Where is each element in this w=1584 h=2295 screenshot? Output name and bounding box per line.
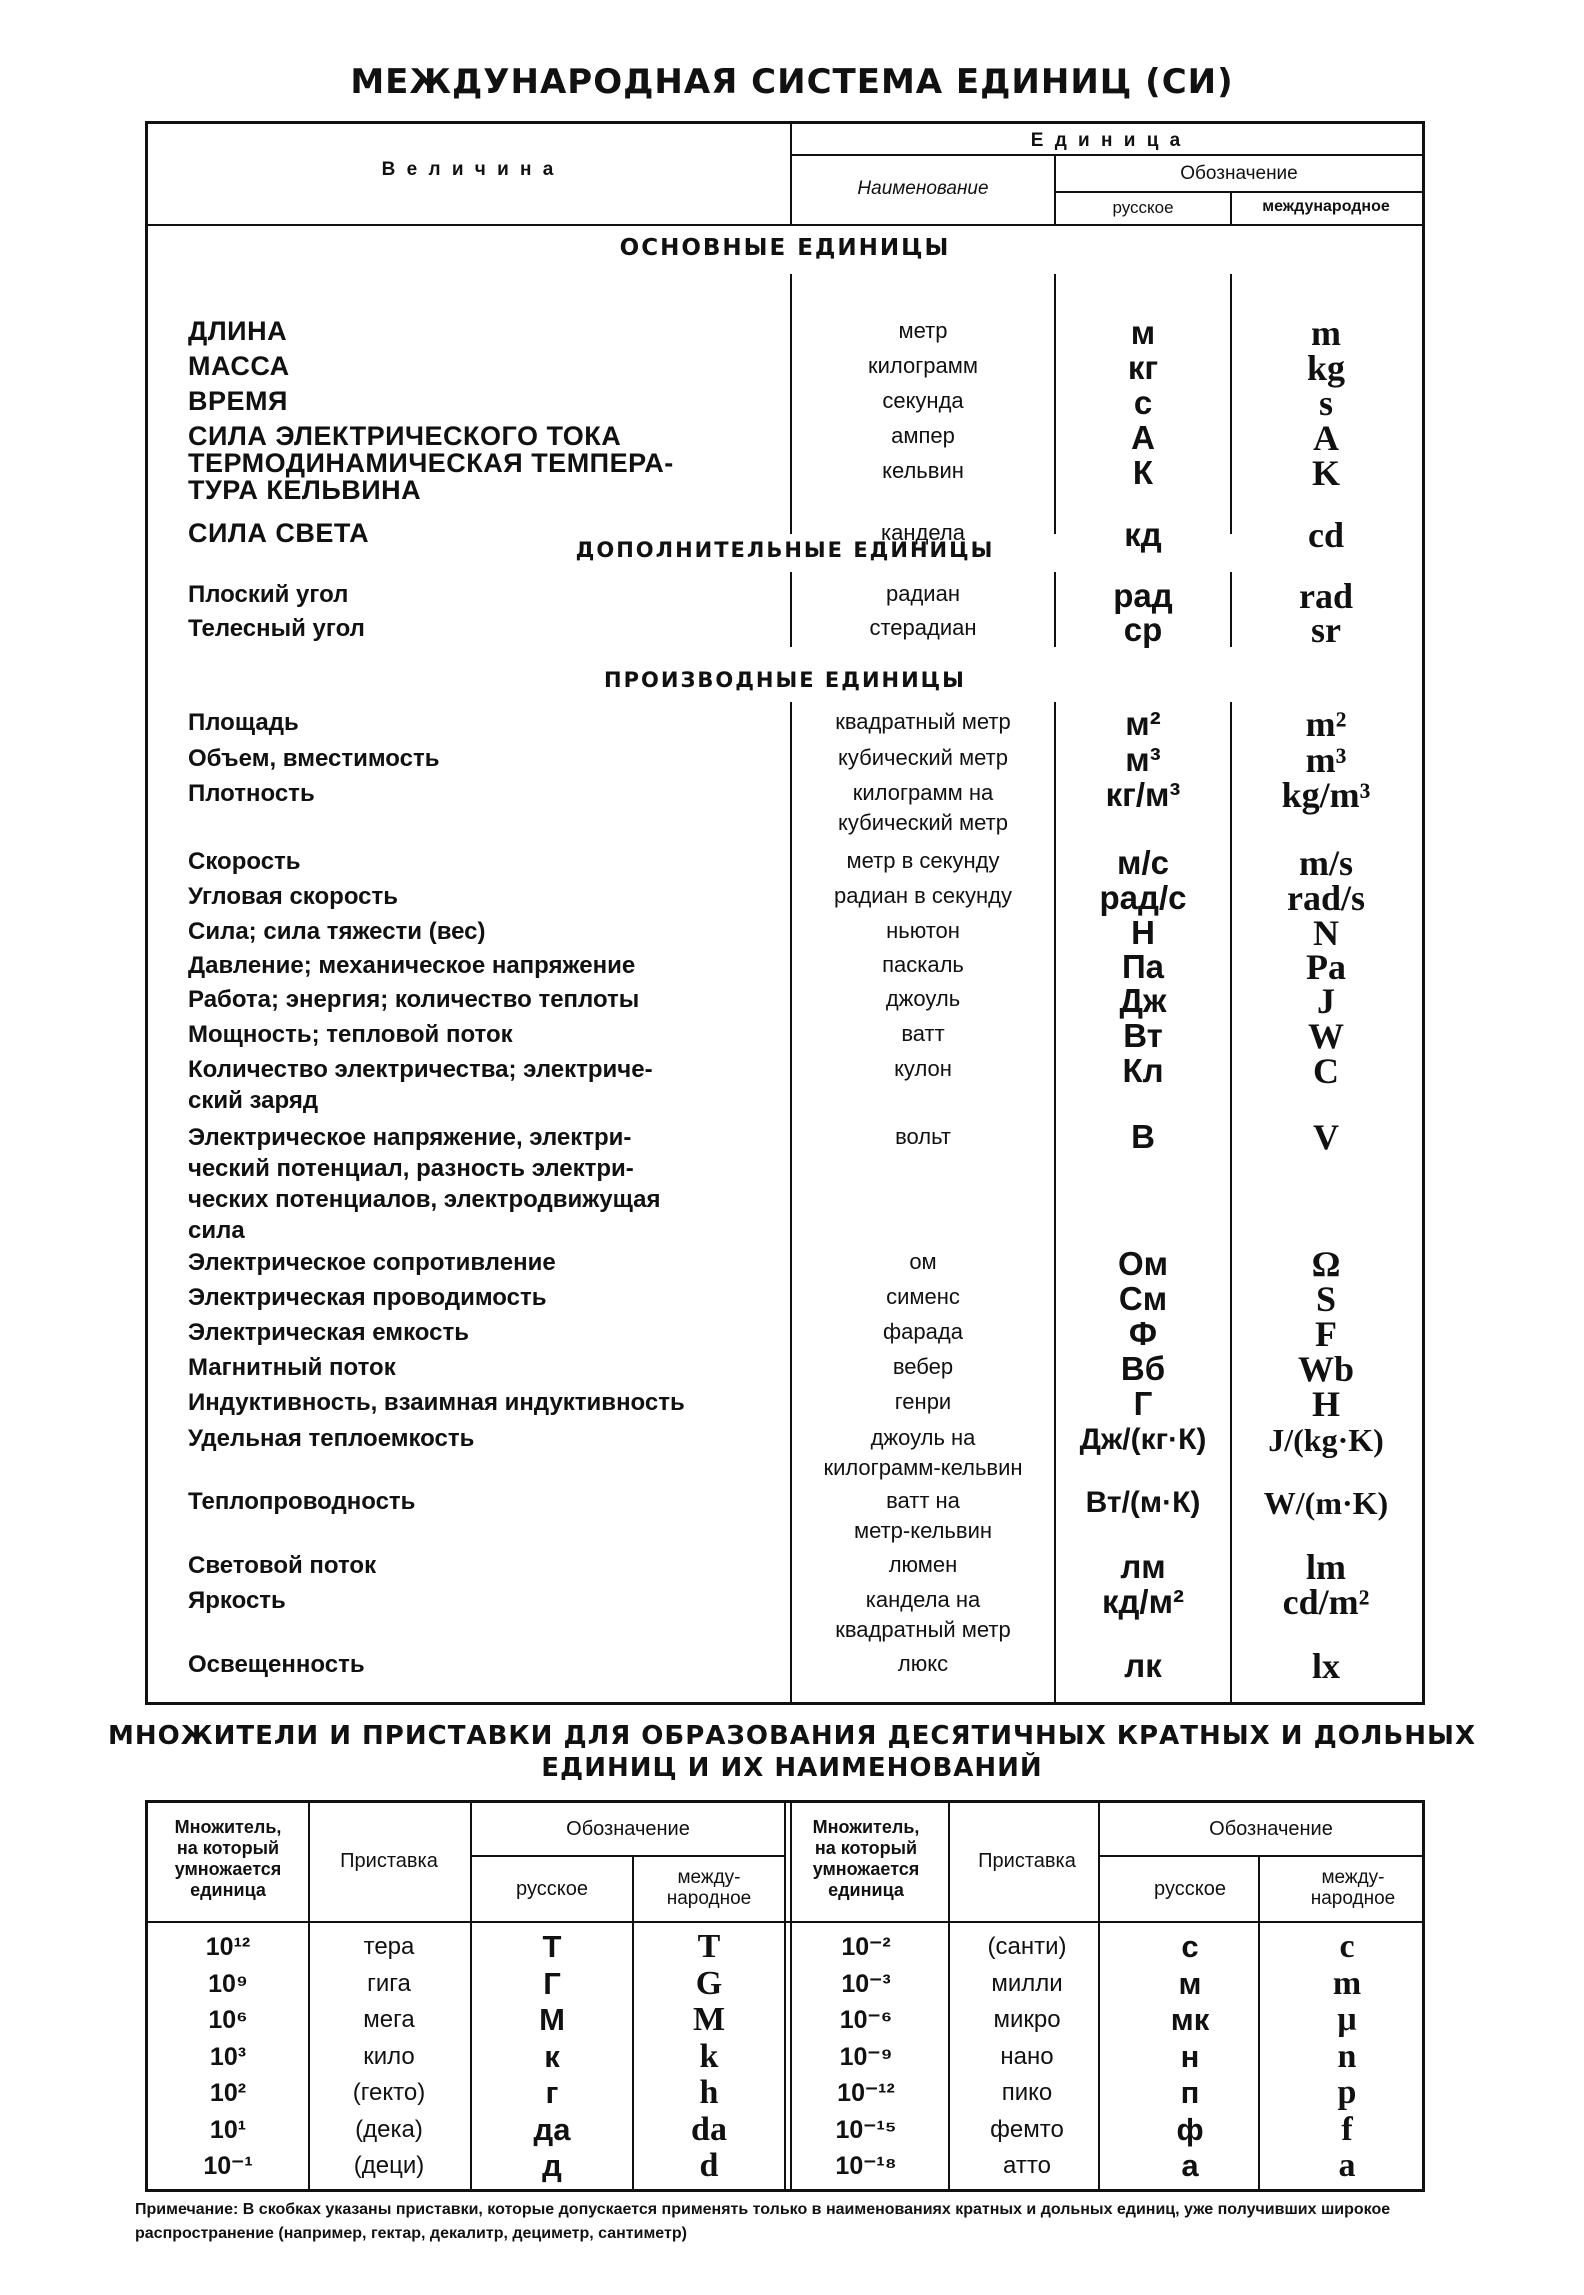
header-russian: русское <box>1112 198 1174 217</box>
multiplier-cell: 10⁶ <box>208 2006 248 2034</box>
russian-symbol-cell: м³ <box>1125 741 1161 778</box>
prefix-row <box>148 2112 1422 2148</box>
international-symbol-cell: lm <box>1306 1547 1346 1587</box>
prefix-russian-cell: ф <box>1176 2111 1204 2147</box>
prefix-header-designation: Обозначение <box>1209 1818 1333 1840</box>
multiplier-cell: 10⁻¹² <box>837 2079 895 2107</box>
russian-symbol-cell: Вб <box>1120 1350 1166 1387</box>
unit-name-cell: фарада <box>883 1319 963 1344</box>
prefix-row <box>148 1966 1422 2002</box>
quantity-cell: Давление; механическое напряжение <box>188 952 636 979</box>
russian-symbol-cell: Дж <box>1119 982 1167 1019</box>
prefix-header-multiplier: Множитель, на который умножается единица <box>174 1817 282 1900</box>
prefix-russian-cell: М <box>539 2002 565 2037</box>
russian-symbol-cell: рад/с <box>1099 879 1187 916</box>
international-symbol-cell: rad/s <box>1286 878 1365 918</box>
multiplier-cell: 10⁻¹ <box>203 2152 253 2180</box>
section-supplementary: ДОПОЛНИТЕЛЬНЫЕ ЕДИНИЦЫ <box>575 538 995 562</box>
prefix-header-international: между- народное <box>1310 1867 1396 1909</box>
international-symbol-cell: kg <box>1306 348 1346 388</box>
unit-name-cell: люкс <box>897 1651 949 1676</box>
russian-symbol-cell: См <box>1118 1280 1168 1317</box>
prefix-russian-cell: д <box>542 2148 562 2183</box>
prefix-russian-cell: с <box>1181 1929 1199 1964</box>
quantity-cell: СИЛА СВЕТА <box>188 518 370 548</box>
prefix-cell: пико <box>1001 2079 1053 2106</box>
international-symbol-cell: W/(m·K) <box>1263 1485 1389 1521</box>
prefix-row <box>148 1929 1422 1965</box>
section-derived: ПРОИЗВОДНЫЕ ЕДИНИЦЫ <box>604 668 966 692</box>
unit-name-cell: вольт <box>895 1124 951 1149</box>
prefix-russian-cell: да <box>533 2111 571 2147</box>
international-symbol-cell: lx <box>1311 1646 1340 1686</box>
prefix-row <box>148 2039 1422 2075</box>
prefix-cell: милли <box>991 1969 1063 1997</box>
international-symbol-cell: J/(kg·K) <box>1268 1422 1384 1458</box>
unit-name-cell: радиан <box>886 581 960 606</box>
prefix-cell: (дека) <box>355 2115 423 2143</box>
prefix-international-cell: a <box>1338 2147 1356 2184</box>
international-symbol-cell: cd <box>1308 515 1344 555</box>
quantity-cell: Плотность <box>188 780 315 807</box>
prefix-international-cell: m <box>1332 1964 1362 2002</box>
prefix-head-line <box>148 1921 1422 1923</box>
prefix-header-prefix: Приставка <box>978 1850 1076 1872</box>
russian-symbol-cell: м² <box>1125 705 1161 742</box>
header-divider-b <box>1054 154 1056 224</box>
prefix-international-cell: T <box>697 1928 721 1965</box>
quantity-cell: ДЛИНА <box>188 316 288 346</box>
unit-name-cell: вебер <box>892 1354 954 1379</box>
russian-symbol-cell: Вт <box>1123 1017 1163 1054</box>
russian-symbol-cell: Ом <box>1117 1245 1169 1282</box>
russian-symbol-cell: Н <box>1131 914 1155 951</box>
unit-name-cell: метр в секунду <box>846 848 1000 873</box>
international-symbol-cell: F <box>1315 1314 1337 1354</box>
unit-name-cell: килограмм <box>868 353 978 378</box>
prefix-international-cell: μ <box>1337 2001 1357 2038</box>
header-unit: Е д и н и ц а <box>1030 130 1184 151</box>
international-symbol-cell: s <box>1318 383 1333 423</box>
unit-name-cell: кандела на квадратный метр <box>835 1587 1011 1642</box>
russian-symbol-cell: кг/м³ <box>1105 776 1181 813</box>
prefix-cell: гига <box>367 1969 411 1997</box>
multiplier-cell: 10¹² <box>205 1933 251 1961</box>
international-symbol-cell: A <box>1313 418 1339 458</box>
quantity-cell: Телесный угол <box>188 615 365 642</box>
international-symbol-cell: C <box>1313 1051 1339 1091</box>
russian-symbol-cell: рад <box>1113 577 1173 614</box>
prefix-head-line <box>470 1855 784 1857</box>
prefix-international-cell: da <box>691 2110 727 2148</box>
russian-symbol-cell: А <box>1131 419 1155 456</box>
russian-symbol-cell: Па <box>1121 948 1165 985</box>
unit-name-cell: джоуль <box>885 986 961 1011</box>
quantity-cell: Электрическое напряжение, электри- ческий потенциал, разность электри- ческих потенциалов, электродвижущая сила <box>188 1124 661 1244</box>
unit-name-cell: метр <box>898 318 948 343</box>
multiplier-cell: 10⁻² <box>841 1933 891 1961</box>
unit-name-cell: кубический метр <box>838 745 1008 770</box>
multiplier-cell: 10⁻¹⁵ <box>835 2115 897 2144</box>
prefix-international-cell: k <box>699 2037 719 2075</box>
unit-name-cell: джоуль на килограмм-кельвин <box>823 1425 1023 1480</box>
prefix-russian-cell: м <box>1178 1965 1202 2001</box>
unit-name-cell: квадратный метр <box>835 709 1011 734</box>
header-international: международное <box>1262 198 1390 215</box>
russian-symbol-cell: кд/м² <box>1101 1583 1185 1620</box>
prefix-header-multiplier: Множитель, на который умножается единица <box>812 1817 920 1900</box>
international-symbol-cell: N <box>1313 913 1339 953</box>
russian-symbol-cell: лм <box>1120 1548 1166 1585</box>
quantity-cell: Индуктивность, взаимная индуктивность <box>188 1389 685 1416</box>
unit-name-cell: паскаль <box>882 952 964 977</box>
prefix-header-prefix: Приставка <box>340 1850 438 1872</box>
russian-symbol-cell: Дж/(кг·К) <box>1079 1423 1207 1456</box>
prefix-cell: (санти) <box>987 1933 1067 1960</box>
prefix-cell: кило <box>363 2042 415 2070</box>
unit-name-cell: люмен <box>888 1552 958 1577</box>
prefix-international-cell: h <box>699 2074 719 2111</box>
international-symbol-cell: kg/m³ <box>1281 775 1371 815</box>
quantity-cell: Освещенность <box>188 1651 365 1678</box>
prefix-international-cell: f <box>1341 2110 1353 2148</box>
quantity-cell: Световой поток <box>188 1552 377 1579</box>
russian-symbol-cell: кд <box>1124 516 1162 553</box>
russian-symbol-cell: Г <box>1133 1385 1153 1422</box>
quantity-cell: Скорость <box>188 848 301 875</box>
prefix-cell: мега <box>363 2006 415 2033</box>
quantity-cell: Электрическая проводимость <box>188 1284 547 1311</box>
quantity-cell: Объем, вместимость <box>188 745 440 772</box>
unit-name-cell: кельвин <box>882 458 964 483</box>
prefix-cell: микро <box>993 2006 1061 2033</box>
international-symbol-cell: m³ <box>1305 740 1347 780</box>
international-symbol-cell: sr <box>1311 610 1341 650</box>
prefix-title-line: МНОЖИТЕЛИ И ПРИСТАВКИ ДЛЯ ОБРАЗОВАНИЯ ДЕСЯТИЧНЫХ КРАТНЫХ И ДОЛЬНЫХ ЕДИНИЦ И ИХ НАИМЕНОВАНИЙ <box>108 1721 1476 1783</box>
prefix-table <box>145 1800 1425 2192</box>
prefix-international-cell: n <box>1337 2037 1357 2075</box>
si-units-table <box>145 121 1425 1705</box>
prefix-cell: атто <box>1003 2152 1051 2179</box>
quantity-cell: Магнитный поток <box>188 1354 396 1381</box>
international-symbol-cell: cd/m² <box>1282 1582 1370 1622</box>
russian-symbol-cell: с <box>1133 384 1153 421</box>
prefix-russian-cell: н <box>1180 2038 1200 2074</box>
prefix-russian-cell: а <box>1181 2148 1199 2183</box>
international-symbol-cell: m² <box>1305 704 1347 744</box>
unit-name-cell: ватт на метр-кельвин <box>853 1488 993 1543</box>
prefix-header-russian: русское <box>1154 1878 1226 1900</box>
multiplier-cell: 10⁻⁶ <box>839 2006 893 2034</box>
unit-name-cell: кулон <box>894 1056 952 1081</box>
section-base: ОСНОВНЫЕ ЕДИНИЦЫ <box>619 235 951 261</box>
multiplier-cell: 10¹ <box>209 2115 247 2144</box>
prefix-russian-cell: Г <box>543 1965 561 2001</box>
international-symbol-cell: m/s <box>1299 843 1353 883</box>
international-symbol-cell: Wb <box>1297 1349 1355 1389</box>
unit-name-cell: генри <box>894 1389 952 1414</box>
unit-name-cell: радиан в секунду <box>834 883 1012 908</box>
multiplier-cell: 10² <box>209 2079 247 2107</box>
russian-symbol-cell: кг <box>1127 349 1159 386</box>
footnote: Примечание: В скобках указаны приставки, которые допускается применять только в наименованиях кратных и дольных единиц, уже получивших широкое распространение (например, гектар, декалитр, дециметр, сантиметр) <box>135 2201 1391 2242</box>
quantity-cell: Удельная теплоемкость <box>188 1425 475 1452</box>
multiplier-cell: 10³ <box>209 2042 247 2071</box>
unit-name-cell: сименс <box>886 1284 960 1309</box>
russian-symbol-cell: лк <box>1124 1647 1162 1684</box>
quantity-cell: ТЕРМОДИНАМИЧЕСКАЯ ТЕМПЕРА- ТУРА КЕЛЬВИНА <box>188 448 674 505</box>
prefix-cell: нано <box>1000 2042 1054 2070</box>
quantity-cell: Работа; энергия; количество теплоты <box>188 986 640 1013</box>
russian-symbol-cell: В <box>1131 1118 1155 1155</box>
quantity-cell: СИЛА ЭЛЕКТРИЧЕСКОГО ТОКА <box>188 421 622 451</box>
header-designation: Обозначение <box>1180 163 1298 184</box>
prefix-international-cell: M <box>692 2001 726 2038</box>
quantity-cell: Яркость <box>188 1587 286 1614</box>
multiplier-cell: 10⁻⁹ <box>839 2042 893 2071</box>
international-symbol-cell: K <box>1311 453 1340 493</box>
prefix-row <box>148 2002 1422 2038</box>
quantity-cell: Количество электричества; электриче- ский заряд <box>188 1056 653 1114</box>
unit-name-cell: секунда <box>882 388 964 413</box>
quantity-cell: Мощность; тепловой поток <box>188 1021 513 1048</box>
quantity-cell: Сила; сила тяжести (вес) <box>188 918 486 945</box>
prefix-cell: фемто <box>990 2115 1064 2143</box>
prefix-russian-cell: мк <box>1170 2002 1210 2037</box>
prefix-russian-cell: Т <box>542 1929 562 1964</box>
international-symbol-cell: rad <box>1299 576 1353 616</box>
unit-name-cell: ватт <box>901 1021 945 1046</box>
header-name: Наименование <box>857 178 989 199</box>
quantity-cell: ВРЕМЯ <box>188 386 288 416</box>
quantity-cell: Электрическое сопротивление <box>188 1249 556 1276</box>
prefix-international-cell: d <box>699 2147 719 2184</box>
quantity-cell: Теплопроводность <box>188 1488 416 1515</box>
header-line-1 <box>792 154 1422 156</box>
unit-name-cell: ньютон <box>886 918 960 943</box>
international-symbol-cell: Ω <box>1311 1244 1341 1284</box>
unit-name-cell: кандела <box>881 520 965 545</box>
quantity-cell: МАССА <box>188 351 290 381</box>
quantity-cell: Площадь <box>188 709 299 736</box>
russian-symbol-cell: К <box>1132 454 1154 491</box>
international-symbol-cell: H <box>1311 1384 1340 1424</box>
international-symbol-cell: S <box>1315 1279 1337 1319</box>
prefix-row <box>148 2148 1422 2184</box>
header-divider-a <box>790 124 792 224</box>
prefix-russian-cell: к <box>544 2038 560 2074</box>
prefix-header-designation: Обозначение <box>566 1818 690 1840</box>
international-symbol-cell: J <box>1317 981 1335 1021</box>
international-symbol-cell: m <box>1311 313 1341 353</box>
russian-symbol-cell: ср <box>1123 611 1163 648</box>
prefix-header-russian: русское <box>516 1878 588 1900</box>
multiplier-cell: 10⁻¹⁸ <box>835 2152 897 2180</box>
prefix-table-title <box>0 1720 1584 1784</box>
unit-name-cell: ампер <box>891 423 955 448</box>
quantity-cell: Плоский угол <box>188 581 349 608</box>
international-symbol-cell: W <box>1308 1016 1344 1056</box>
prefix-cell: (гекто) <box>352 2079 426 2106</box>
multiplier-cell: 10⁹ <box>208 1969 248 1998</box>
russian-symbol-cell: Ф <box>1128 1315 1158 1352</box>
header-divider-c <box>1230 191 1232 224</box>
russian-symbol-cell: Кл <box>1122 1052 1164 1089</box>
prefix-international-cell: p <box>1337 2074 1357 2111</box>
quantity-cell: Угловая скорость <box>188 883 399 910</box>
header-line-2 <box>1056 191 1422 193</box>
prefix-international-cell: G <box>695 1964 723 2002</box>
unit-name-cell: ом <box>909 1249 937 1274</box>
prefix-row <box>148 2075 1422 2111</box>
prefix-cell: (деци) <box>353 2152 425 2179</box>
prefix-head-line <box>1098 1855 1422 1857</box>
prefix-international-cell: c <box>1339 1928 1355 1965</box>
header-line-3 <box>148 224 1422 226</box>
prefix-cell: тера <box>363 1933 415 1960</box>
unit-name-cell: стерадиан <box>869 615 977 640</box>
multiplier-cell: 10⁻³ <box>841 1969 891 1998</box>
prefix-russian-cell: г <box>545 2075 559 2110</box>
russian-symbol-cell: Вт/(м·К) <box>1085 1486 1201 1519</box>
russian-symbol-cell: м <box>1130 314 1156 351</box>
unit-name-cell: килограмм на кубический метр <box>838 780 1008 835</box>
international-symbol-cell: Pa <box>1306 947 1346 987</box>
quantity-cell: Электрическая емкость <box>188 1319 469 1346</box>
prefix-header-international: между- народное <box>666 1867 752 1909</box>
russian-symbol-cell: м/с <box>1117 844 1169 881</box>
header-quantity: В е л и ч и н а <box>381 159 557 180</box>
international-symbol-cell: V <box>1313 1117 1339 1157</box>
prefix-russian-cell: п <box>1180 2075 1200 2110</box>
page-title: МЕЖДУНАРОДНАЯ СИСТЕМА ЕДИНИЦ (СИ) <box>350 62 1234 102</box>
